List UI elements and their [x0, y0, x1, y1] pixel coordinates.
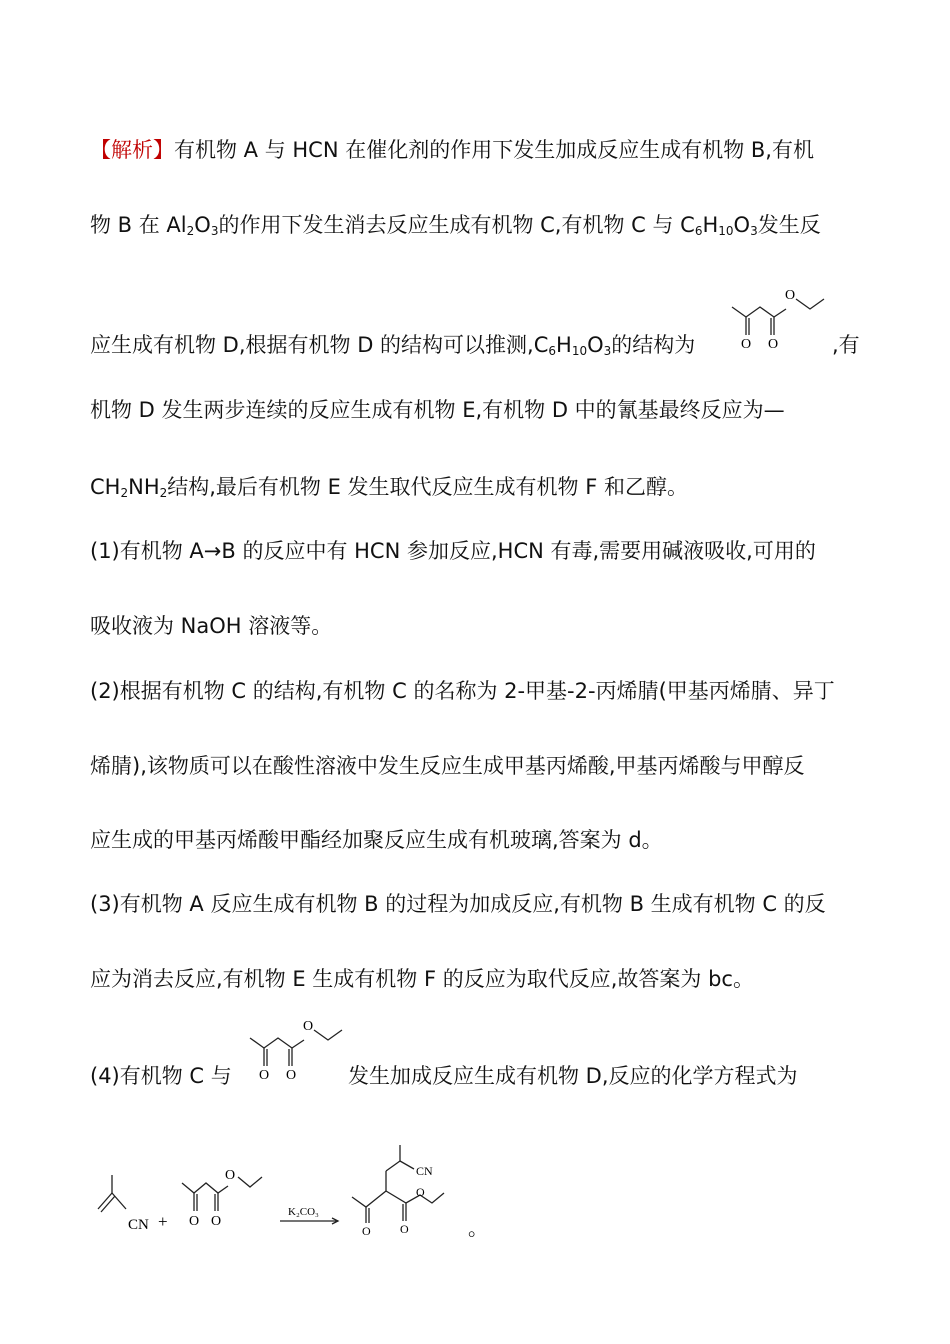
atom-o: O	[211, 1214, 222, 1229]
period: 。	[468, 1218, 488, 1240]
subscript: 2	[159, 486, 168, 500]
subscript: 6	[548, 344, 557, 358]
q3-line-1: (3)有机物 A 反应生成有机物 B 的过程为加成反应,有机物 B 生成有机物 C 的反	[90, 892, 826, 916]
subscript: 10	[571, 344, 588, 358]
q4-line-1a: (4)有机物 C 与	[90, 1064, 232, 1088]
atom-o: O	[416, 1185, 425, 1199]
text-seg: 机物 D 发生两步连续的反应生成有机物 E,有机物 D 中的氰基最终反应为—	[90, 398, 785, 422]
atom-o: O	[303, 1019, 314, 1034]
atom-o: O	[362, 1224, 371, 1238]
text-seg: 的作用下发生消去反应生成有机物 C,有机物 C 与 C	[218, 213, 695, 237]
subscript: 10	[718, 224, 734, 238]
subscript: 3	[210, 224, 219, 238]
atom-o: O	[768, 337, 779, 352]
reaction-scheme	[90, 1135, 490, 1245]
text-seg: 的结构为	[611, 333, 696, 357]
text-seg: 结构,最后有机物 E 发生取代反应生成有机物 F 和乙醇。	[167, 475, 688, 499]
analysis-line-4	[90, 396, 865, 424]
atom-o: O	[189, 1214, 200, 1229]
ethyl-acetoacetate-structure-1	[724, 285, 832, 355]
atom-cn: CN	[128, 1217, 149, 1233]
atom-cn: CN	[416, 1164, 433, 1178]
text-seg: NH	[128, 475, 160, 499]
text-seg: 应生成有机物 D,根据有机物 D 的结构可以推测,C	[90, 333, 549, 357]
analysis-line-3-tail	[832, 331, 872, 359]
plus-sign: +	[158, 1212, 168, 1231]
atom-o: O	[785, 288, 796, 303]
q1-line-1: (1)有机物 A→B 的反应中有 HCN 参加反应,HCN 有毒,需要用碱液吸收,可用的	[90, 539, 816, 563]
subscript: 3	[750, 224, 758, 238]
analysis-line-1	[90, 136, 865, 164]
subscript: 6	[694, 224, 703, 238]
text-seg: CH	[90, 475, 121, 499]
text-seg: ,有	[832, 333, 860, 357]
text-seg: O	[733, 213, 751, 237]
subscript: 2	[186, 224, 195, 238]
text-seg: O	[194, 213, 211, 237]
atom-o: O	[400, 1222, 409, 1236]
q3-line-2: 应为消去反应,有机物 E 生成有机物 F 的反应为取代反应,故答案为 bc。	[90, 967, 754, 991]
atom-o: O	[286, 1068, 297, 1083]
atom-o: O	[225, 1168, 236, 1183]
ethyl-acetoacetate-structure-2	[244, 1014, 350, 1086]
atom-o: O	[259, 1068, 270, 1083]
reagent-label: K₂CO₃	[288, 1206, 319, 1218]
analysis-text-1: 有机物 A 与 HCN 在催化剂的作用下发生加成反应生成有机物 B,有机	[174, 138, 814, 162]
analysis-line-5	[90, 473, 865, 501]
q2-line-3: 应生成的甲基丙烯酸甲酯经加聚反应生成有机玻璃,答案为 d。	[90, 828, 663, 852]
subscript: 3	[603, 344, 612, 358]
analysis-tag: 【解析】	[90, 138, 174, 162]
subscript: 2	[120, 486, 129, 500]
q2-line-2: 烯腈),该物质可以在酸性溶液中发生反应生成甲基丙烯酸,甲基丙烯酸与甲醇反	[90, 754, 805, 778]
text-seg: 物 B 在 Al	[90, 213, 187, 237]
text-seg: 发生反	[757, 213, 821, 237]
analysis-line-2	[90, 211, 865, 239]
q2-line-1: (2)根据有机物 C 的结构,有机物 C 的名称为 2-甲基-2-丙烯腈(甲基丙烯腈、异丁	[90, 679, 835, 703]
text-seg: O	[587, 333, 604, 357]
text-seg: H	[556, 333, 572, 357]
q1-line-2: 吸收液为 NaOH 溶液等。	[90, 614, 333, 638]
text-seg: H	[702, 213, 719, 237]
atom-o: O	[741, 337, 752, 352]
q4-line-1b: 发生加成反应生成有机物 D,反应的化学方程式为	[348, 1064, 798, 1088]
